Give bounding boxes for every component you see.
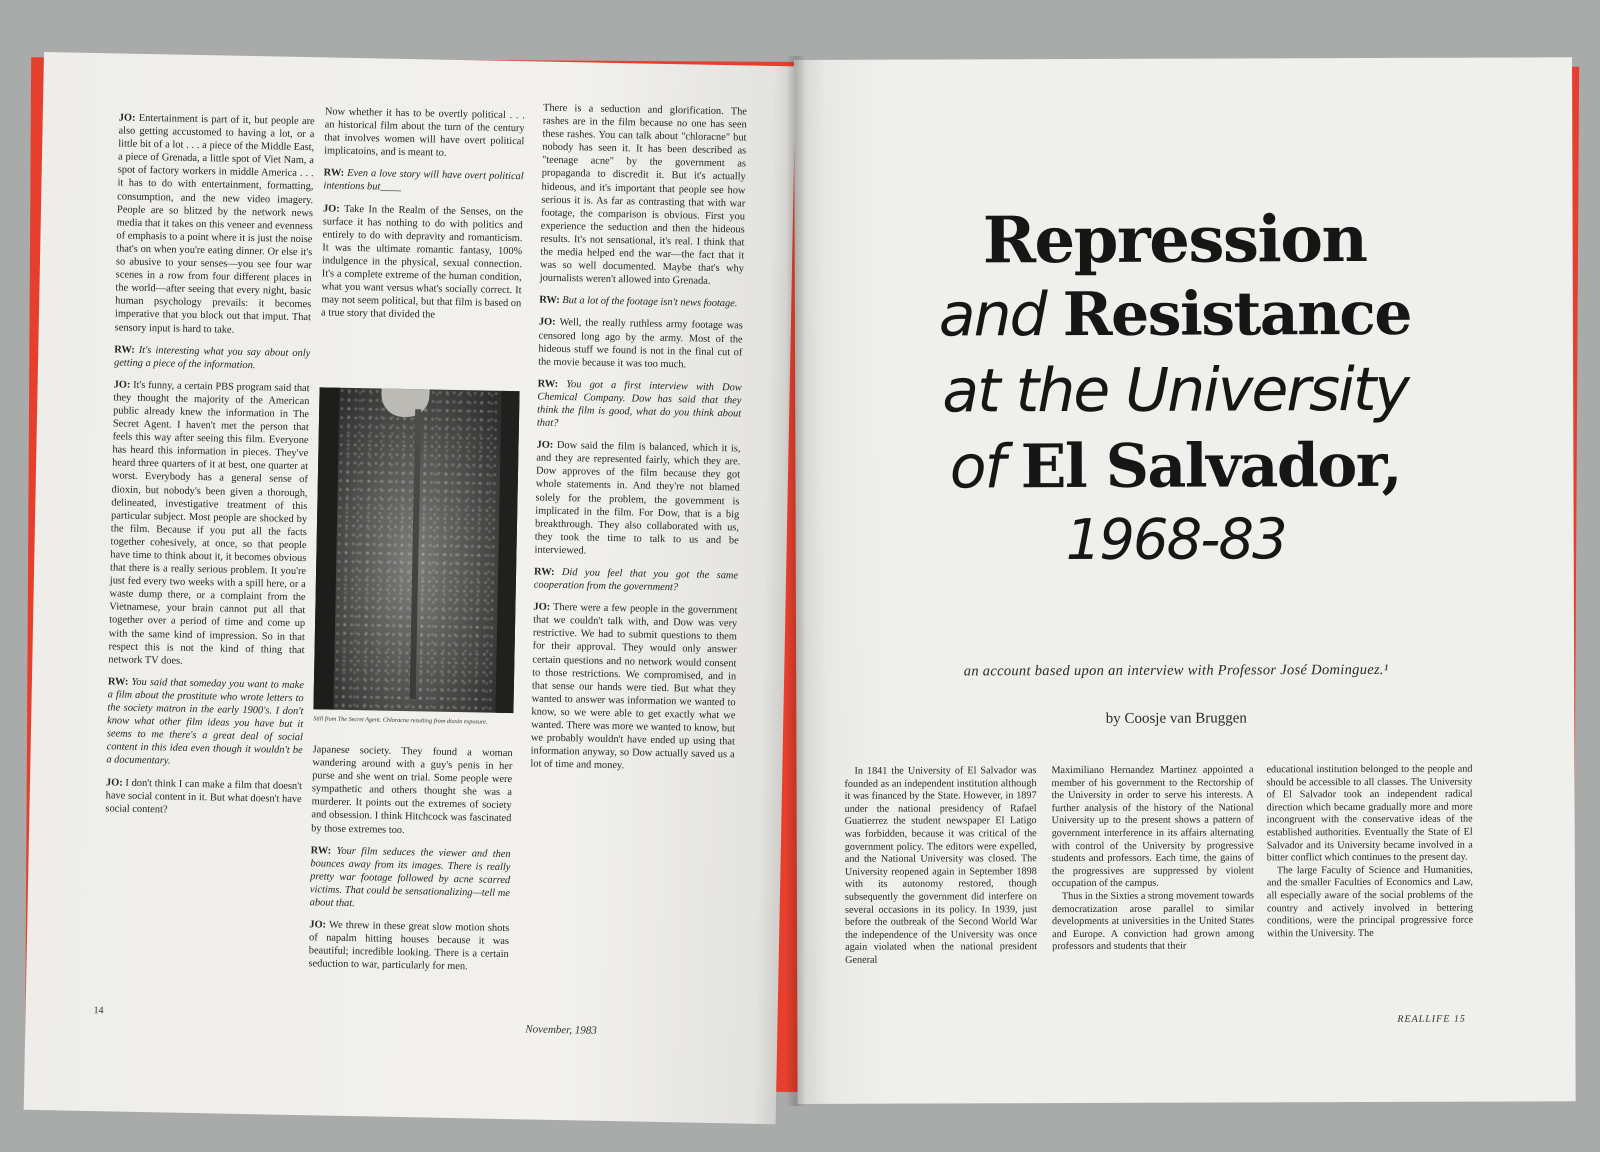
- author-byline: by Coosje van Bruggen: [1105, 710, 1247, 727]
- question-paragraph: RW: You got a first interview with Dow Chemical Company. Dow has said that they think the film is good, what do you think about that?: [536, 378, 742, 430]
- left-page: [24, 52, 796, 1124]
- paragraph: JO: Take In the Realm of the Senses, on the surface it has nothing to do with politics and entirely to do with depravity and romanticism. It was the ultimate romantic fantasy, 100% indulgence in the physical, sexual connection. It's a complete extreme of the human condition, what you want versus what's socially correct. It may not seem political, but that film is based on a true story that divided the: [320, 202, 524, 321]
- paragraph: JO: There were a few people in the government that we couldn't talk with, and Dow was very restrictive. We had to submit questions to them for their approval. They would only answer certain questions and no network would consent to those restrictions. We compromised, and in that sense our hands were tied. But what they wanted to answer was information we wanted to know, so we were able to get exactly what we wanted. There was more we wanted to know, but we probably wouldn't have ended up using that information anyway, so Dow actually saved us a lot of time and money.: [530, 601, 738, 772]
- left-column-2-bottom: [308, 743, 513, 983]
- left-column-2-top: [321, 105, 525, 332]
- title-line-1: Repression: [982, 202, 1367, 279]
- question-paragraph: RW: Even a love story will have overt political intentions but____: [323, 167, 524, 194]
- article-subtitle: an account based upon an interview with Professor José Dominguez.¹: [963, 661, 1389, 680]
- question-paragraph: RW: It's interesting what you say about only getting a piece of the information.: [113, 343, 311, 371]
- left-column-3: [530, 102, 747, 784]
- issue-date: November, 1983: [525, 1023, 597, 1037]
- title-line-4: of El Salvador,: [949, 430, 1402, 503]
- left-column-1: [105, 111, 315, 827]
- right-column-3: [1266, 764, 1473, 941]
- paragraph: JO: I don't think I can make a film that doesn't have social content in it. But what doesn't have social content?: [105, 776, 303, 816]
- title-line-2: and Resistance: [938, 278, 1412, 351]
- title-line-5: 1968-83: [1065, 507, 1286, 574]
- paragraph: JO: Entertainment is part of it, but people are also getting accustomed to having a lot, or a little bit of a lot . . . a piece of the Middle East, a piece of Grenada, a little spot of Viet Nam, a spot of factory workers in middle America . . . it has to do with entertainment, formatting, consumption, and the new video imagery. People are so blitzed by the network news media that it takes on this veneer and evenness of emphasis to a point where it is just the noise that's on when you're eating dinner. Or else it's so abusive to your senses—you see four war scenes in a row from four different places in the world—after seeing that every night, basic human psychology prevails: it becomes imperative that you block out that imput. That sensory input is hard to take.: [114, 112, 315, 336]
- photo-caption: Still from The Secret Agent. Chloracne resulting from dioxin exposure.: [313, 715, 488, 726]
- spine-shape: [410, 409, 422, 699]
- title-line-3: at the University: [942, 354, 1409, 427]
- page-number-left: 14: [93, 1005, 104, 1017]
- question-paragraph: RW: You said that someday you want to make a film about the prostitute who wrote letters to the society matron in the early 1900's. I don't know what other film ideas you have but it seems to me there's a great deal of social content in this idea even though it wouldn't be a documentary.: [106, 676, 304, 767]
- paragraph: Now whether it has to be overtly political . . . an historical film about the turn of the century that involves women will have overt political implicatoins, and is meant to.: [324, 106, 525, 160]
- paragraph: Maximiliano Hernandez Martinez appointed a member of his government to the Rectorship of the University in order to serve his interests. A further analysis of the history of the National University up to the present shows a pattern of government interference in its affairs alternating with control of the University by progressive students and professors. Each time, the gains of the progressives are suppressed by violent occupation of the campus.: [1051, 764, 1254, 890]
- question-paragraph: RW: Your film seduces the viewer and then bounces away from its images. There is really pretty war footage followed by acne scarred victims. That could be sensationalizing—tell me about that.: [309, 844, 511, 910]
- paragraph: There is a seduction and glorification. The rashes are in the film because no one has seen these rashes. You can talk about "chloracne" but nobody has seen it. It has been described as "teenage acne" by the government as propaganda to discredit it. But it's actually hideous, and it's important that people see how serious it is. As far as contrasting that with war footage, the comparison is obvious. First you experience the seduction and then the hideous results. It's not sensational, it's real. I think that the media helped end the war—the fact that it was so well documented. Maybe that's why journalists weren't allowed into Grenada.: [539, 102, 748, 288]
- paragraph: The large Faculty of Science and Humanities, and the smaller Faculties of Economics and Law, all especially aware of the social problems of the country and actively involved in bettering conditions, were the principal progressive force within the University. The: [1266, 864, 1474, 940]
- question-paragraph: RW: Did you feel that you got the same cooperation from the government?: [533, 566, 739, 594]
- paragraph: educational institution belonged to the people and should be accessible to all classes. The University of El Salvador took an independent radical direction which became gradually more and more incongruent with the conservative ideas of the established authorities. Eventually the State of El Salvador and its University became involved in a bitter conflict which continues to the present day.: [1266, 763, 1473, 864]
- film-still-photo: [313, 387, 519, 713]
- right-column-2: [1051, 764, 1254, 954]
- right-page: [794, 57, 1576, 1104]
- gutter-shadow: [786, 56, 806, 1106]
- paragraph: JO: It's funny, a certain PBS program said that they thought the majority of the American public already knew the information in The Secret Agent. I haven't met the person that feels this way after seeing this film. Everyone has heard this information in pieces. They've heard three quarters of it at best, one quarter at worst. Everybody has a general sense of dioxin, but nobody's been given a thorough, delineated, investigative treatment of this particular subject. Most people are shocked by the film. Because if you put all the facts together cohesively, at once, so that people have time to think about it, it becomes obvious that there is a really serious problem. It you're just fed every two weeks with a spill here, or a waste dump there, or a complaint from the Vietnamese, your brain cannot put all that together over a period of time and come up with the same kind of impression. So in that respect this is not the kind of thing that network TV does.: [108, 379, 310, 667]
- paragraph: JO: Well, the really ruthless army footage was censored long ago by the army. Most of the hideous stuff we found is not in the final cut of the movie because it was too much.: [538, 316, 743, 371]
- page-footer-right: REALLIFE 15: [1397, 1013, 1466, 1025]
- question-paragraph: RW: But a lot of the footage isn't news footage.: [539, 294, 738, 310]
- hand-shape: [381, 389, 430, 418]
- paragraph: Thus in the Sixties a strong movement towards democratization arose parallel to similar developments at universities in the United States and Europe. A conviction had grown among professors and students that their: [1051, 890, 1255, 953]
- right-column-1: [844, 765, 1037, 967]
- article-title: [915, 204, 1436, 578]
- paragraph: JO: We threw in these great slow motion shots of napalm hitting houses because it was beautiful; incredible looking. There is a certain seduction to war, particularly for men.: [308, 919, 510, 973]
- paragraph: JO: Dow said the film is balanced, which it is, and they are represented fairly, which they are. Dow approves of the film because they got whole statements in. And they're not blamed solely for the problem, the government is implicated in the film. For Dow, that is a big breakthrough. They also collaborated with us, they took the time to talk to us and be interviewed.: [534, 439, 741, 557]
- paragraph: Japanese society. They found a woman wandering around with a guy's penis in her purse and she went on trial. Some people were sympathetic and others thought she was a murderer. It points out the extremes of society and obsession. I think Hitchcock was fascinated by those extremes too.: [311, 744, 513, 836]
- paragraph: In 1841 the University of El Salvador was founded as an independent institution although it was financed by the State. However, in 1897 under the national presidency of Rafael Guatierrez the student newspaper El Latigo was forbidden, because it was critical of the government policy. The editors were expelled, and the National University was closed. The University reopened again in September 1898 with its autonomy restored, though subsequently the government did interfere on several occasions in its policy. In 1939, just before the outbreak of the Second World War the independence of the University was once again violated when the national president General: [844, 765, 1038, 966]
